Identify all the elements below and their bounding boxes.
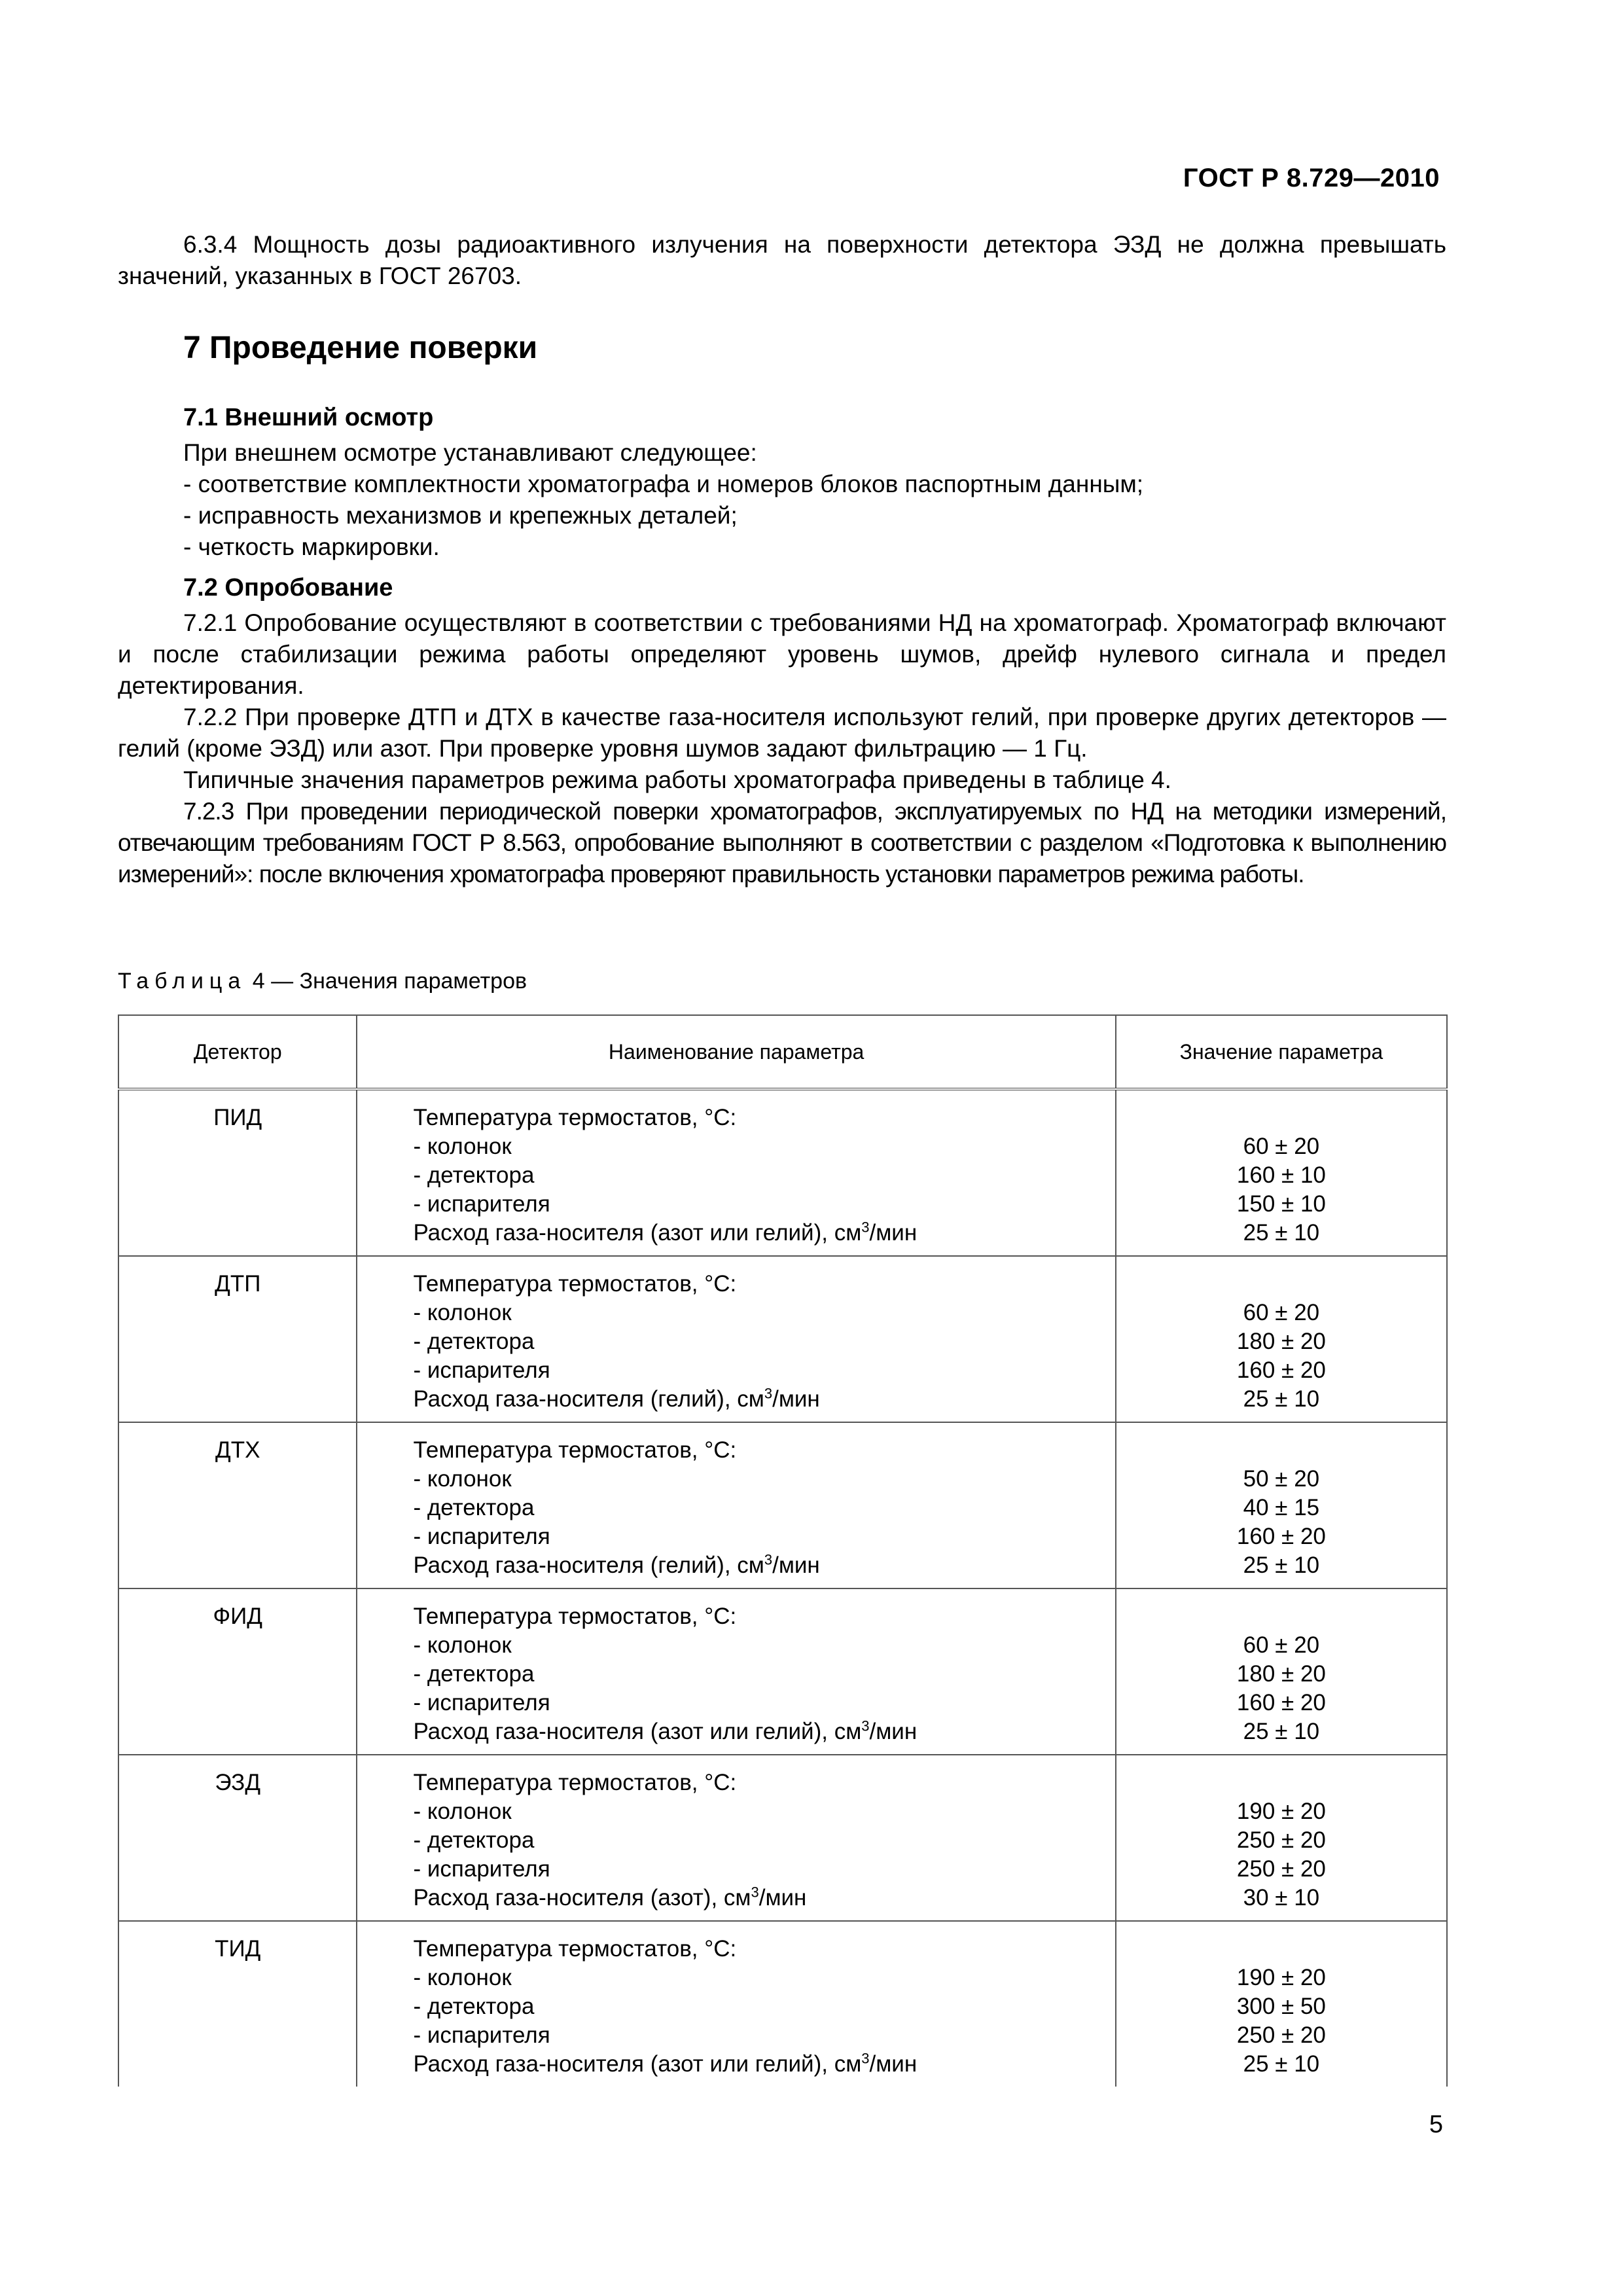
parameter-value: 25 ± 10 [1243, 1220, 1320, 1246]
parameter-value: 25 ± 10 [1243, 1552, 1320, 1578]
table-caption-label: Таблица [118, 969, 247, 994]
gas-flow-parameter [413, 1884, 1114, 1912]
parameter-value: 180 ± 20 [1236, 1661, 1326, 1687]
gas-flow-parameter [413, 1385, 1114, 1414]
detector-cell [118, 1588, 357, 1755]
parameter-names-cell [357, 1256, 1115, 1422]
list-item: - четкость маркировки. [183, 533, 440, 560]
parameter-value: 190 ± 20 [1236, 1965, 1326, 1990]
paragraph-7-2-2: 7.2.2 При проверке ДТП и ДТХ в качестве газа-носителя используют гелий, при проверке других детекторов — гелий (кроме ЭЗД) или азот. При проверке уровня шумов задают фильтрацию — 1 Гц. [118, 704, 1446, 762]
parameter-names-cell [357, 1588, 1115, 1755]
parameter-item: - детектора [413, 1661, 535, 1687]
parameter-value: 60 ± 20 [1243, 1134, 1320, 1159]
parameter-value: 160 ± 10 [1236, 1162, 1326, 1188]
parameter-value: 25 ± 10 [1243, 1719, 1320, 1744]
table-row [118, 1588, 1447, 1755]
parameter-item: - детектора [413, 1162, 535, 1188]
parameter-names-cell [357, 1755, 1115, 1921]
detector-name: ФИД [213, 1604, 262, 1629]
gas-flow-parameter [413, 1219, 1114, 1247]
section-7-1-heading: 7.1 Внешний осмотр [183, 404, 434, 431]
parameter-value: 160 ± 20 [1236, 1524, 1326, 1549]
parameter-item: - колонок [413, 1632, 512, 1658]
section-7-heading: 7 Проведение поверки [183, 331, 538, 365]
page-number: 5 [1429, 2111, 1443, 2138]
table-caption [118, 969, 527, 994]
table-row [118, 1921, 1447, 2087]
parameter-value: 30 ± 10 [1243, 1885, 1320, 1910]
parameter-value: 25 ± 10 [1243, 1386, 1320, 1412]
value-spacer [1117, 1103, 1446, 1132]
parameter-values-cell [1116, 1422, 1447, 1588]
parameter-values-cell [1116, 1921, 1447, 2087]
parameter-title: Температура термостатов, °С: [413, 1271, 737, 1297]
header-parameter-name: Наименование параметра [357, 1015, 1115, 1089]
list-item: - соответствие комплектности хроматографа и номеров блоков паспортным данным; [183, 471, 1144, 497]
parameter-item: - испарителя [413, 1357, 550, 1383]
parameter-value: 250 ± 20 [1236, 2022, 1326, 2048]
parameter-values-cell [1116, 1089, 1447, 1256]
detector-name: ЭЗД [215, 1770, 261, 1795]
gas-flow-parameter [413, 1717, 1114, 1746]
paragraph-6-3-4: 6.3.4 Мощность дозы радиоактивного излучения на поверхности детектора ЭЗД не должна превышать значений, указанных в ГОСТ 26703. [118, 231, 1446, 289]
gas-flow-parameter [413, 1551, 1114, 1580]
value-spacer [1117, 1270, 1446, 1299]
detector-cell [118, 1256, 357, 1422]
parameter-names-cell [357, 1921, 1115, 2087]
parameter-item: - испарителя [413, 1524, 550, 1549]
paragraph-7-1-intro: При внешнем осмотре устанавливают следующее: [183, 439, 757, 466]
inspection-list [118, 469, 1446, 563]
parameter-item: - испарителя [413, 2022, 550, 2048]
parameter-value: 50 ± 20 [1243, 1466, 1320, 1492]
gas-flow-unit: /мин [758, 1885, 807, 1910]
header-parameter-value: Значение параметра [1116, 1015, 1447, 1089]
parameter-title: Температура термостатов, °С: [413, 1604, 737, 1629]
parameter-values-cell [1116, 1755, 1447, 1921]
parameter-item: - колонок [413, 1300, 512, 1325]
parameter-names-cell [357, 1089, 1115, 1256]
parameter-item: - колонок [413, 1965, 512, 1990]
parameter-item: - детектора [413, 1329, 535, 1354]
parameter-value: 40 ± 15 [1243, 1495, 1320, 1520]
parameter-title: Температура термостатов, °С: [413, 1105, 737, 1130]
gas-flow-text: Расход газа-носителя (гелий), см [413, 1552, 764, 1578]
gas-flow-text: Расход газа-носителя (азот), см [413, 1885, 751, 1910]
gas-flow-unit: /мин [869, 1220, 918, 1246]
gas-flow-parameter [413, 2050, 1114, 2079]
table-row [118, 1755, 1447, 1921]
detector-cell [118, 1089, 357, 1256]
value-spacer [1117, 1935, 1446, 1964]
parameter-title: Температура термостатов, °С: [413, 1437, 737, 1463]
parameters-table [118, 1014, 1448, 2087]
parameter-item: - детектора [413, 1495, 535, 1520]
table-body [118, 1089, 1447, 2087]
unit-superscript: 3 [764, 1385, 773, 1402]
unit-superscript: 3 [861, 1717, 870, 1734]
value-spacer [1117, 1602, 1446, 1631]
header-detector: Детектор [118, 1015, 357, 1089]
gas-flow-unit: /мин [772, 1386, 820, 1412]
value-spacer [1117, 1768, 1446, 1797]
gas-flow-unit: /мин [869, 1719, 918, 1744]
parameter-item: - колонок [413, 1134, 512, 1159]
unit-superscript: 3 [764, 1551, 773, 1568]
gas-flow-unit: /мин [772, 1552, 820, 1578]
unit-superscript: 3 [861, 2050, 870, 2067]
parameter-title: Температура термостатов, °С: [413, 1770, 737, 1795]
page-body [118, 229, 1446, 890]
list-item: - исправность механизмов и крепежных деталей; [183, 502, 738, 529]
parameter-value: 250 ± 20 [1236, 1856, 1326, 1882]
section-7-2-heading: 7.2 Опробование [183, 574, 393, 601]
parameter-item: - колонок [413, 1799, 512, 1824]
parameter-title: Температура термостатов, °С: [413, 1936, 737, 1962]
table-row [118, 1256, 1447, 1422]
parameter-item: - детектора [413, 1994, 535, 2019]
parameter-item: - колонок [413, 1466, 512, 1492]
gas-flow-text: Расход газа-носителя (азот или гелий), см [413, 1719, 862, 1744]
parameter-values-cell [1116, 1256, 1447, 1422]
detector-cell [118, 1921, 357, 2087]
table-header-row [118, 1015, 1447, 1089]
table-caption-text: 4 — Значения параметров [252, 969, 527, 994]
parameter-value: 150 ± 10 [1236, 1191, 1326, 1217]
parameter-value: 160 ± 20 [1236, 1690, 1326, 1715]
table-row [118, 1089, 1447, 1256]
parameter-item: - детектора [413, 1827, 535, 1853]
table-row [118, 1422, 1447, 1588]
parameter-item: - испарителя [413, 1690, 550, 1715]
parameter-value: 180 ± 20 [1236, 1329, 1326, 1354]
parameter-value: 250 ± 20 [1236, 1827, 1326, 1853]
parameter-value: 60 ± 20 [1243, 1632, 1320, 1658]
parameter-value: 60 ± 20 [1243, 1300, 1320, 1325]
gas-flow-text: Расход газа-носителя (азот или гелий), см [413, 2051, 862, 2077]
unit-superscript: 3 [751, 1884, 759, 1901]
parameter-names-cell [357, 1422, 1115, 1588]
parameter-value: 160 ± 20 [1236, 1357, 1326, 1383]
gas-flow-text: Расход газа-носителя (азот или гелий), см [413, 1220, 862, 1246]
parameter-item: - испарителя [413, 1856, 550, 1882]
parameter-value: 190 ± 20 [1236, 1799, 1326, 1824]
detector-name: ДТП [215, 1271, 261, 1297]
detector-name: ПИД [213, 1105, 262, 1130]
document-id-header: ГОСТ Р 8.729—2010 [1183, 164, 1440, 192]
value-spacer [1117, 1436, 1446, 1465]
paragraph-7-2-3: 7.2.3 При проведении периодической поверки хроматографов, эксплуатируемых по НД на методики измерений, отвечающим требованиям ГОСТ Р 8.563, опробование выполняют в соответствии с разделом «Подготовка к выполнению измерений»: после включения хроматографа проверяют правильность установки параметров режима работы. [118, 798, 1446, 888]
gas-flow-unit: /мин [869, 2051, 918, 2077]
paragraph-7-2-1: 7.2.1 Опробование осуществляют в соответствии с требованиями НД на хроматограф. Хроматограф включают и после стабилизации режима работы определяют уровень шумов, дрейф нулевого сигнала и предел детектирования. [118, 609, 1446, 699]
parameter-item: - испарителя [413, 1191, 550, 1217]
detector-cell [118, 1422, 357, 1588]
detector-name: ДТХ [215, 1437, 260, 1463]
paragraph-7-2-2-note: Типичные значения параметров режима работы хроматографа приведены в таблице 4. [183, 766, 1171, 793]
parameter-value: 300 ± 50 [1236, 1994, 1326, 2019]
detector-name: ТИД [215, 1936, 261, 1962]
parameter-value: 25 ± 10 [1243, 2051, 1320, 2077]
gas-flow-text: Расход газа-носителя (гелий), см [413, 1386, 764, 1412]
unit-superscript: 3 [861, 1219, 870, 1236]
detector-cell [118, 1755, 357, 1921]
parameter-values-cell [1116, 1588, 1447, 1755]
